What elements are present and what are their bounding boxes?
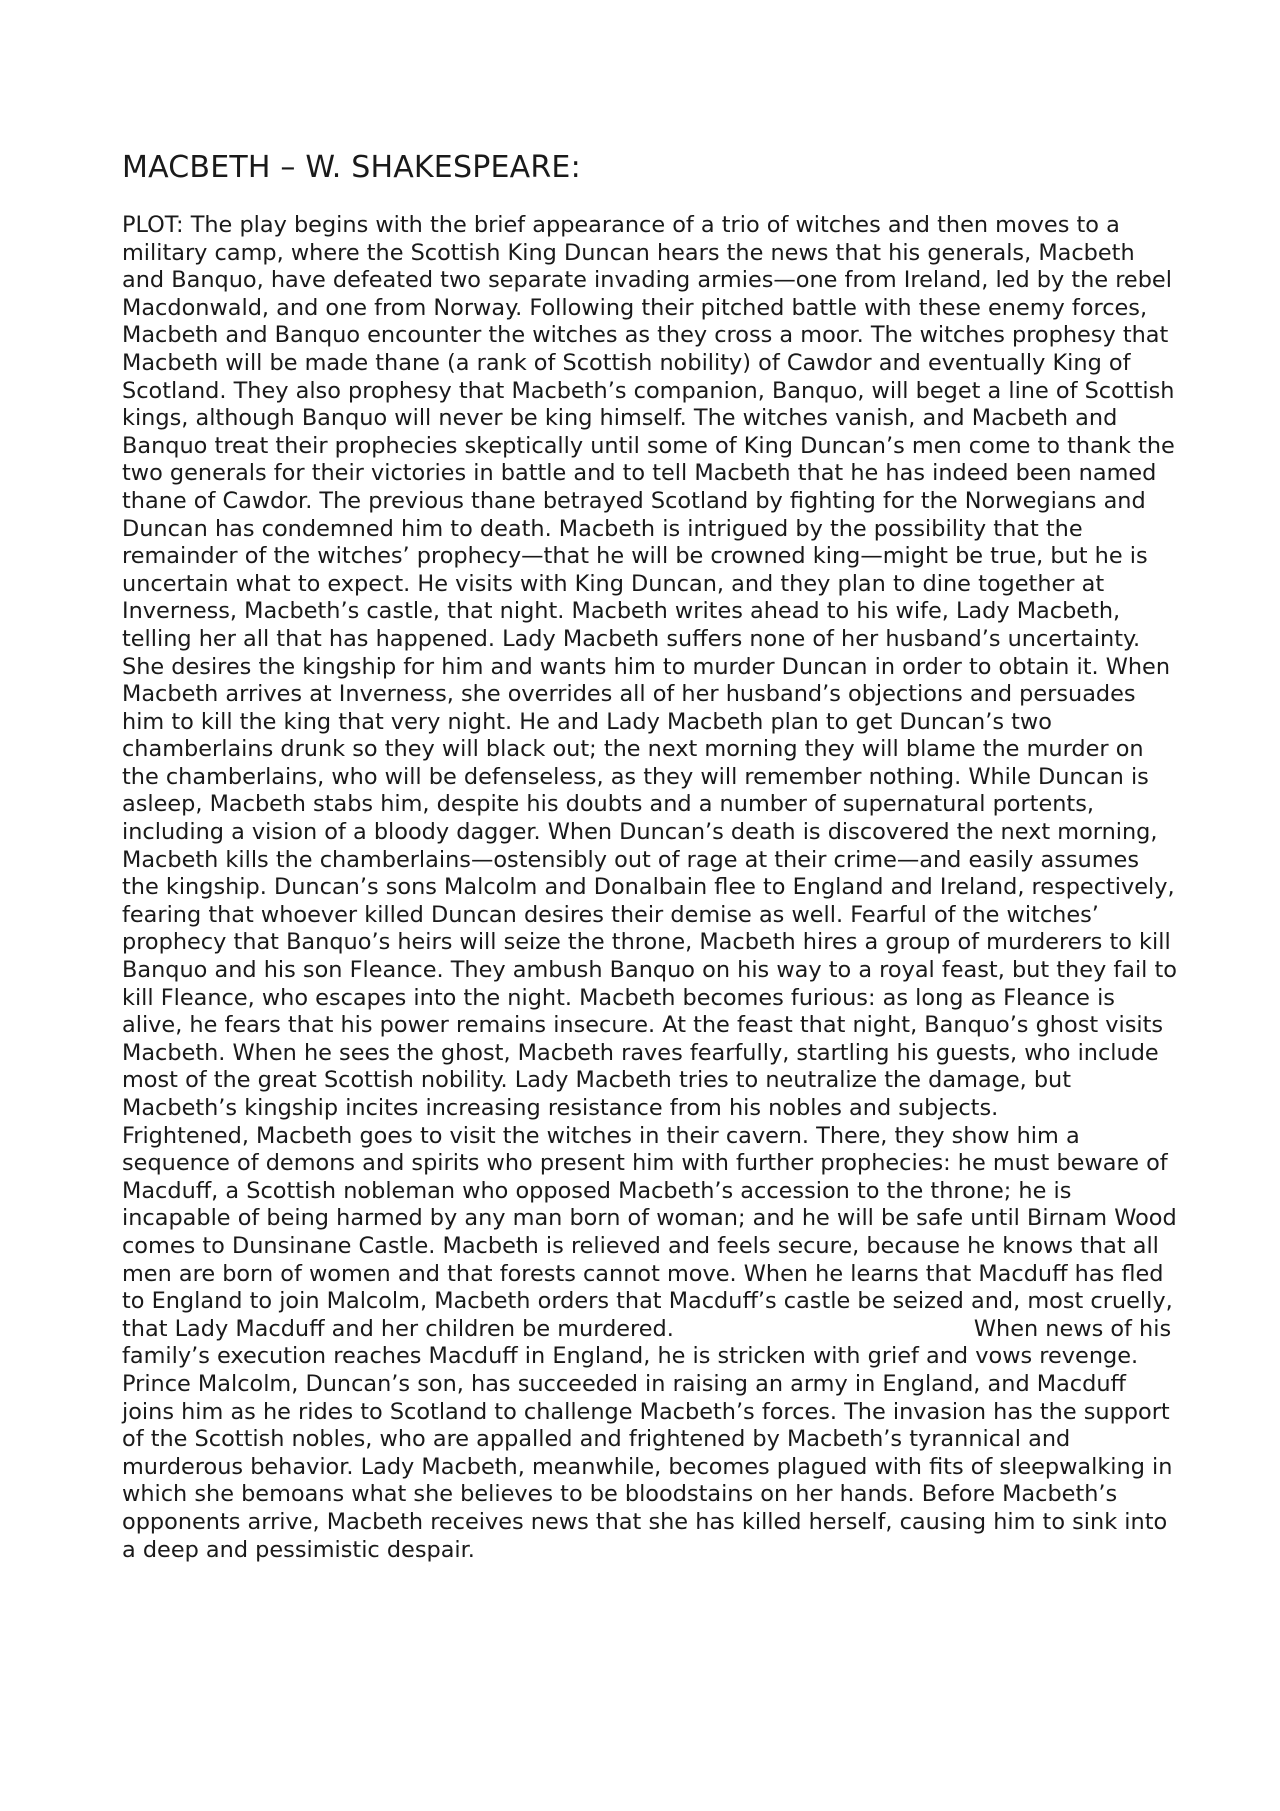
plot-text: The play begins with the brief appearance of a trio of witches and then moves to a military camp, where the Scottish King Duncan hears the news that his generals, Macbeth and Banquo, have defeated two separate invading armies—one from Ireland, led by the rebel Macdonwald, and one from Norway. Following their pitched battle with these enemy forces, Macbeth and Banquo encounter the witches as they cross a moor. The witches prophesy that Macbeth will be made thane (a rank of Scottish nobility) of Cawdor and eventually King of Scotland. They also prophesy that Macbeth’s companion, Banquo, will beget a line of Scottish kings, although Banquo will never be king himself. The witches vanish, and Macbeth and Banquo treat their prophecies skeptically until some of King Duncan’s men come to thank the two generals for their victories in battle and to tell Macbeth that he has indeed been named thane of Cawdor. The previous thane betrayed Scotland by fighting for the Norwegians and Duncan has condemned him to death. Macbeth is intrigued by the possibility that the remainder of the witches’ prophecy—that he will be crowned king—might be true, but he is uncertain what to expect. He visits with King Duncan, and they plan to dine together at Inverness, Macbeth’s castle, that night. Macbeth writes ahead to his wife, Lady Macbeth, telling her all that has happened. Lady Macbeth suffers none of her husband’s uncertainty. She desires the kingship for him and wants him to murder Duncan in order to obtain it. When Macbeth arrives at Inverness, she overrides all of her husband’s objections and persuades him to kill the king that very night. He and Lady Macbeth plan to get Duncan’s two chamberlains drunk so they will black out; the next morning they will blame the murder on the chamberlains, who will be defenseless, as they will remember nothing. While Duncan is asleep, Macbeth stabs him, despite his doubts and a number of supernatural portents, including a vision of a bloody dagger. When Duncan’s death is discovered the next morning, Macbeth kills the chamberlains—ostensibly out of rage at their crime—and easily assumes the kingship. Duncan’s sons Malcolm and Donalbain flee to England and Ireland, respectively, fearing that whoever killed Duncan desires their demise as well. Fearful of the witches’ prophecy that Banquo’s heirs will seize the throne, Macbeth hires a group of murderers to kill Banquo and his son Fleance. They ambush Banquo on his way to a royal feast, but they fail to kill Fleance, who escapes into the night. Macbeth becomes furious: as long as Fleance is alive, he fears that his power remains insecure. At the feast that night, Banquo’s ghost visits Macbeth. When he sees the ghost, Macbeth raves fearfully, startling his guests, who include most of the great Scottish nobility. Lady Macbeth tries to neutralize the damage, but Macbeth’s kingship incites increasing resistance from his nobles and subjects. <box>122 212 1177 1121</box>
plot-label: PLOT: <box>122 212 191 238</box>
document-title: MACBETH – W. SHAKESPEARE: <box>122 150 581 185</box>
document-page <box>122 150 1182 1564</box>
second-paragraph <box>122 1123 1182 1565</box>
second-paragraph-text-1: Frightened, Macbeth goes to visit the witches in their cavern. There, they show him a sequence of demons and spirits who present him with further prophecies: he must beware of Macduff, a Scottish nobleman who opposed Macbeth’s accession to the throne; he is incapable of being harmed by any man born of woman; and he will be safe until Birnam Wood comes to Dunsinane Castle. Macbeth is relieved and feels secure, because he knows that all men are born of women and that forests cannot move. When he learns that Macduff has fled to England to join Malcolm, Macbeth orders that Macduff’s castle be seized and, most cruelly, that Lady Macduff and her children be murdered. <box>122 1122 1177 1342</box>
plot-paragraph <box>122 212 1182 1123</box>
second-paragraph-text-2: When news of his family’s execution reaches Macduff in England, he is stricken with grief and vows revenge. Prince Malcolm, Duncan’s son, has succeeded in raising an army in England, and Macduff joins him as he rides to Scotland to challenge Macbeth’s forces. The invasion has the support of the Scottish nobles, who are appalled and frightened by Macbeth’s tyrannical and murderous behavior. Lady Macbeth, meanwhile, becomes plagued with fits of sleepwalking in which she bemoans what she believes to be bloodstains on her hands. Before Macbeth’s opponents arrive, Macbeth receives news that she has killed herself, causing him to sink into a deep and pessimistic despair. <box>122 1315 1173 1563</box>
